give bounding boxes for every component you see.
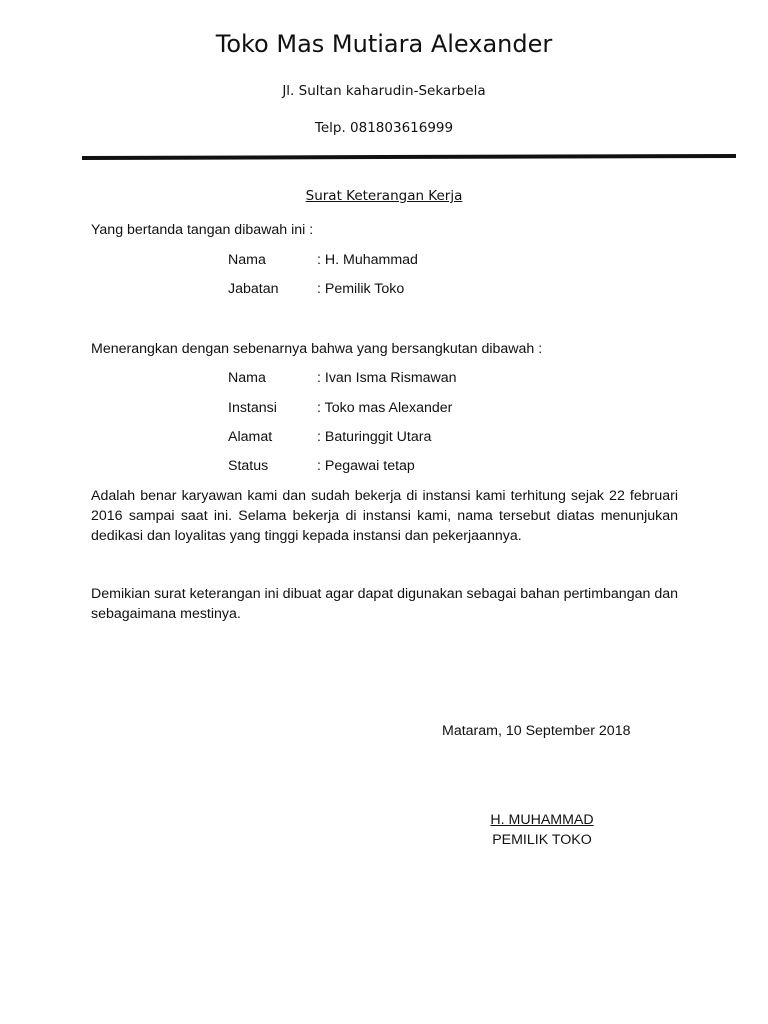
- field-label: Status: [228, 458, 269, 474]
- field-label: Alamat: [228, 429, 273, 445]
- letterhead-divider: [82, 154, 736, 160]
- field-label: Nama: [228, 370, 266, 386]
- shop-phone: Telp. 081803616999: [314, 120, 454, 136]
- field-label: Instansi: [228, 400, 277, 416]
- field-value: : Toko mas Alexander: [317, 400, 453, 416]
- field-value: : H. Muhammad: [317, 252, 418, 268]
- place-date: Mataram, 10 September 2018: [442, 723, 631, 739]
- field-value: : Pemilik Toko: [317, 281, 405, 297]
- body-paragraph: Adalah benar karyawan kami dan sudah bekerja di instansi kami terhitung sejak 22 februari 2016 sampai saat ini. Selama bekerja di instansi kami, nama tersebut diatas menunjukan dedikasi dan loyalitas yang tinggi kepada instansi dan pekerjaannya.: [91, 488, 678, 544]
- shop-name-heading: Toko Mas Mutiara Alexander: [215, 30, 553, 58]
- signature-role: PEMILIK TOKO: [492, 832, 592, 848]
- closing-paragraph: Demikian surat keterangan ini dibuat agar dapat digunakan sebagai bahan pertimbangan dan sebagaimana mestinya.: [91, 586, 678, 622]
- statement-text: Menerangkan dengan sebenarnya bahwa yang bersangkutan dibawah :: [91, 341, 543, 357]
- field-label: Nama: [228, 252, 266, 268]
- shop-address: Jl. Sultan kaharudin-Sekarbela: [282, 83, 486, 99]
- field-value: : Baturinggit Utara: [317, 429, 432, 445]
- intro-text: Yang bertanda tangan dibawah ini :: [91, 222, 314, 238]
- field-label: Jabatan: [228, 281, 279, 297]
- field-value: : Ivan Isma Rismawan: [317, 370, 457, 386]
- signature-name: H. MUHAMMAD: [490, 812, 594, 828]
- field-value: : Pegawai tetap: [317, 458, 415, 474]
- document-title: Surat Keterangan Kerja: [305, 188, 463, 204]
